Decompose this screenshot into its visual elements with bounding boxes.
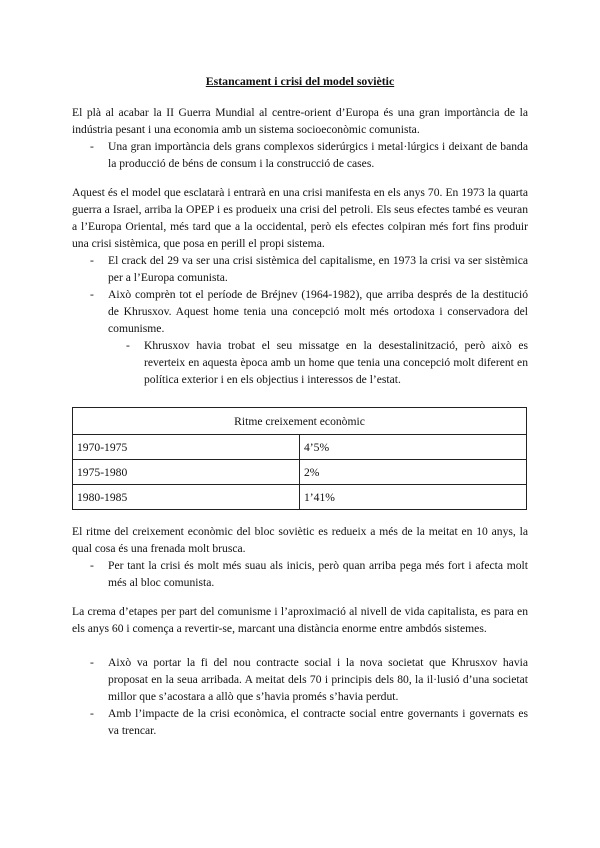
table-row xyxy=(73,485,527,510)
bullet-dash: - xyxy=(90,254,94,267)
bullet-item xyxy=(72,654,528,705)
bullet-item xyxy=(72,705,528,739)
bullet-dash: - xyxy=(90,559,94,572)
paragraph-1: El plà al acabar la II Guerra Mundial al centre-orient d’Europa és una gran importància de la indústria pesant i una economia amb un sistema socioeconòmic comunista. xyxy=(72,106,528,136)
document-title: Estancament i crisi del model soviètic xyxy=(205,74,395,88)
paragraph-1-bullets xyxy=(72,138,528,172)
table-cell-period: 1980-1985 xyxy=(73,485,300,510)
paragraph-3-bullets xyxy=(72,557,528,591)
table-row xyxy=(73,460,527,485)
bullet-dash: - xyxy=(90,656,94,669)
paragraph-3: El ritme del creixement econòmic del bloc soviètic es redueix a més de la meitat en 10 anys, la qual cosa és una frenada molt brusca. xyxy=(72,525,528,555)
paragraph-4: La crema d’etapes per part del comunisme i l’aproximació al nivell de vida capitalista, es para en els anys 60 i comença a revertir-se, marcant una distància enorme entre ambdós sistemes. xyxy=(72,605,528,635)
table-header-row xyxy=(73,408,527,435)
growth-table xyxy=(72,407,527,510)
table-cell-value: 4’5% xyxy=(300,435,527,460)
bullet-text: Amb l’impacte de la crisi econòmica, el contracte social entre governants i governats es va trencar. xyxy=(108,707,528,737)
paragraph-4-bullets xyxy=(72,654,528,739)
bullet-text: Per tant la crisi és molt més suau als inicis, però quan arriba pega més fort i afecta molt més al bloc comunista. xyxy=(108,559,528,589)
bullet-dash: - xyxy=(90,288,94,301)
bullet-dash: - xyxy=(126,339,130,352)
table-cell-value: 1’41% xyxy=(300,485,527,510)
bullet-text: Això va portar la fi del nou contracte social i la nova societat que Khrusxov havia proposat en la seua arribada. A meitat dels 70 i principis dels 80, la il·lusió d’una societat millor que s’acostara a allò que s’havia promés s’havia perdut. xyxy=(108,656,528,703)
sub-bullet-item xyxy=(72,337,528,388)
table-cell-value: 2% xyxy=(300,460,527,485)
table-cell-period: 1970-1975 xyxy=(73,435,300,460)
bullet-dash: - xyxy=(90,707,94,720)
bullet-text: El crack del 29 va ser una crisi sistèmica del capitalisme, en 1973 la crisi va ser sistèmica per a l’Europa comunista. xyxy=(108,254,528,284)
table-header: Ritme creixement econòmic xyxy=(73,408,527,435)
paragraph-2-bullets xyxy=(72,252,528,388)
bullet-item xyxy=(72,286,528,337)
table-row xyxy=(73,435,527,460)
bullet-text: Això comprèn tot el període de Bréjnev (1964-1982), que arriba després de la destitució de Khrusxov. Aquest home tenia una concepció molt més ortodoxa i conservadora del comunisme. xyxy=(108,288,528,335)
bullet-text: Una gran importància dels grans complexos siderúrgics i metal·lúrgics i deixant de banda la producció de béns de consum i la construcció de cases. xyxy=(108,140,528,170)
bullet-dash: - xyxy=(90,140,94,153)
paragraph-2: Aquest és el model que esclatarà i entrarà en una crisi manifesta en els anys 70. En 1973 la quarta guerra a Israel, arriba la OPEP i es produeix una crisi del petroli. Els seus efectes també es veuran a l’Europa Oriental, més tard que a la occidental, però els efectes colpiran més fort fins produir una crisi sistèmica, que posa en perill el propi sistema. xyxy=(72,186,528,250)
table-cell-period: 1975-1980 xyxy=(73,460,300,485)
bullet-text: Khrusxov havia trobat el seu missatge en la desestalinització, però això es reverteix en aquesta època amb un home que tenia una concepció molt diferent en política exterior i en els objectius i interessos de l’estat. xyxy=(144,339,528,386)
bullet-item xyxy=(72,138,528,172)
bullet-item xyxy=(72,252,528,286)
bullet-item xyxy=(72,557,528,591)
